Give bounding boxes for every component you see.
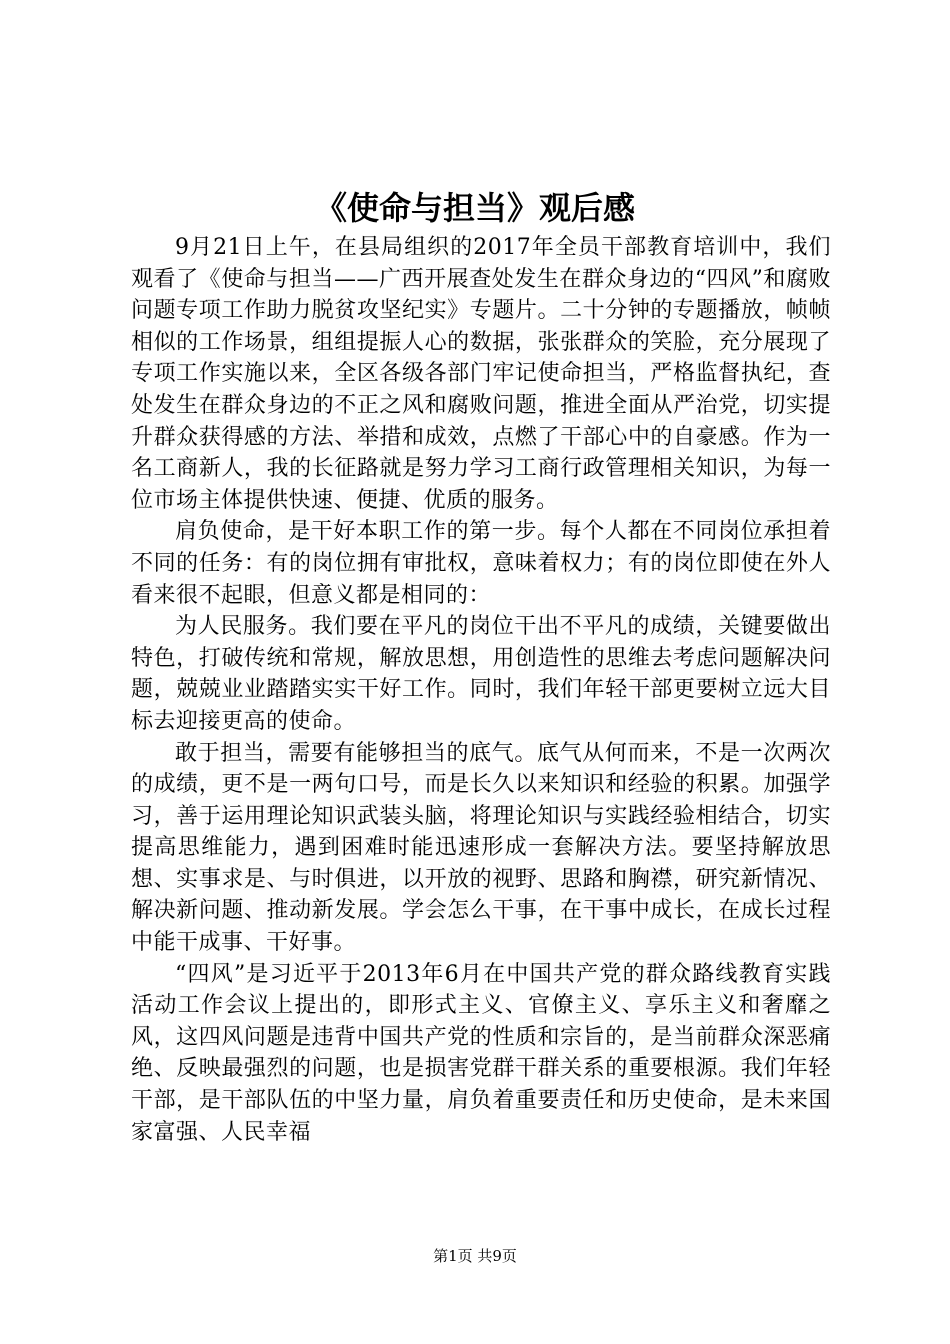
- paragraph: “四风”是习近平于2013年6月在中国共产党的群众路线教育实践活动工作会议上提出的，即形式主义、官僚主义、享乐主义和奢靡之风，这四风问题是违背中国共产党的性质和宗旨的，是当前群众深恶痛绝、反映最强烈的问题，也是损害党群干群关系的重要根源。我们年轻干部，是干部队伍的中坚力量，肩负着重要责任和历史使命，是未来国家富强、人民幸福: [131, 961, 831, 1145]
- document-body: [131, 232, 831, 1148]
- paragraph: 9月21日上午，在县局组织的2017年全员干部教育培训中，我们观看了《使命与担当——广西开展查处发生在群众身边的“四风”和腐败问题专项工作助力脱贫攻坚纪实》专题片。二十分钟的专题播放，帧帧相似的工作场景，组组提振人心的数据，张张群众的笑脸，充分展现了专项工作实施以来，全区各级各部门牢记使命担当，严格监督执纪，查处发生在群众身边的不正之风和腐败问题，推进全面从严治党，切实提升群众获得感的方法、举措和成效，点燃了干部心中的自豪感。作为一名工商新人，我的长征路就是努力学习工商行政管理相关知识，为每一位市场主体提供快速、便捷、优质的服务。: [131, 235, 831, 513]
- paragraph: 为人民服务。我们要在平凡的岗位干出不平凡的成绩，关键要做出特色，打破传统和常规，解放思想，用创造性的思维去考虑问题解决问题，兢兢业业踏踏实实干好工作。同时，我们年轻干部更要树立远大目标去迎接更高的使命。: [131, 614, 831, 734]
- paragraph: 敢于担当，需要有能够担当的底气。底气从何而来，不是一次两次的成绩，更不是一两句口号，而是长久以来知识和经验的积累。加强学习，善于运用理论知识武装头脑，将理论知识与实践经验相结合，切实提高思维能力，遇到困难时能迅速形成一套解决方法。要坚持解放思想、实事求是、与时俱进，以开放的视野、思路和胸襟，研究新情况、解决新问题、推动新发展。学会怎么干事，在干事中成长，在成长过程中能干成事、干好事。: [131, 740, 831, 956]
- page-number-footer: 第1页 共9页: [433, 1247, 517, 1265]
- document-title: 《使命与担当》观后感: [314, 189, 635, 227]
- paragraph: 肩负使命，是干好本职工作的第一步。每个人都在不同岗位承担着不同的任务：有的岗位拥有审批权，意味着权力；有的岗位即使在外人看来很不起眼，但意义都是相同的：: [131, 519, 831, 608]
